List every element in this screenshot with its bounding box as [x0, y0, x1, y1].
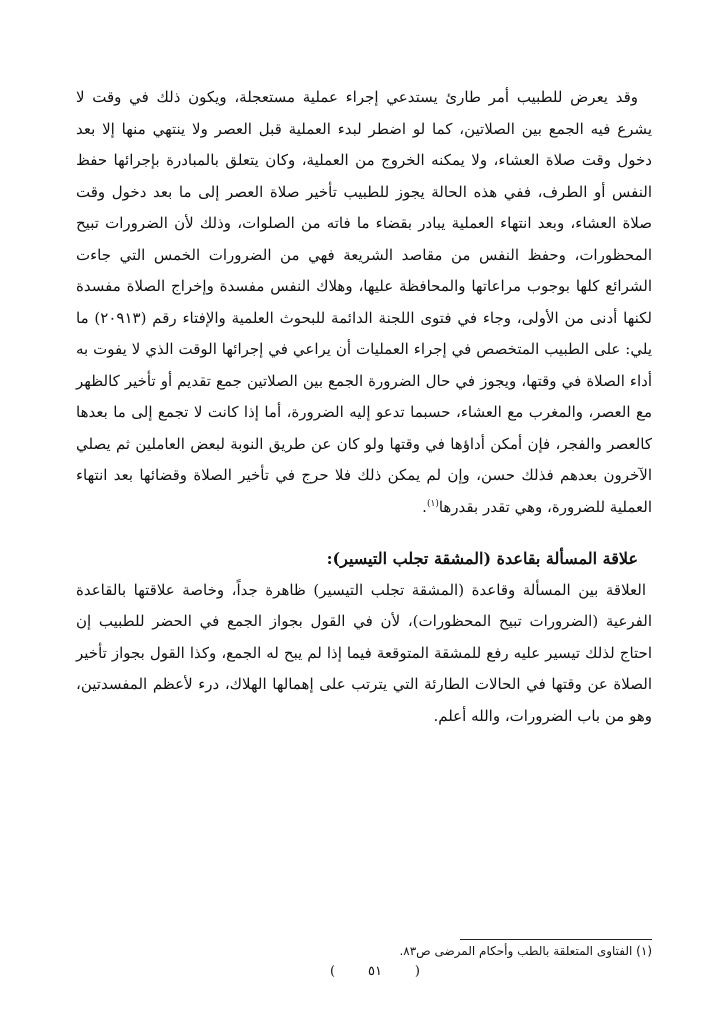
footnote-marker: (١): [426, 498, 439, 509]
paragraph-1: [76, 82, 652, 523]
page-number-value: ٥١: [368, 964, 382, 979]
footnote: (١) الفتاوى المتعلقة بالطب وأحكام المرضى ص٨٣.: [399, 944, 652, 958]
page-number: [330, 964, 420, 979]
paragraph-2: العلاقة بين المسألة وقاعدة (المشقة تجلب التيسير) ظاهرة جداً، وخاصة علاقتها بالقاعدة الفرعية (الضرورات تبيح المحظورات)، لأن في القول بجواز الجمع في الحضر للطبيب إن احتاج لذلك تيسير عليه رفع للمشقة المتوقعة فيما إذا لم يبح له الجمع، وكذا القول بجواز تأخير الصلاة عن وقتها في الحالات الطارئة التي يترتب على إهمالها الهلاك، درء لأعظم المفسدتين، وهو من باب الضرورات، والله أعلم.: [76, 580, 652, 725]
footnote-divider: [460, 939, 652, 940]
paragraph-1-text: وقد يعرض للطبيب أمر طارئ يستدعي إجراء عملية مستعجلة، ويكون ذلك في وقت لا يشرع فيه الجمع بين الصلاتين، كما لو اضطر لبدء العملية قبل العصر ولا ينتهي منها إلا بعد دخول وقت صلاة العشاء، ولا يمكنه الخروج من العملية، وكان يتعلق بالمبادرة بإجرائها حفظ النفس أو الطرف، ففي هذه الحالة يجوز للطبيب تأخير صلاة العصر إلى ما بعد دخول وقت صلاة العشاء، وبعد انتهاء العملية يبادر بقضاء ما فاته من الصلوات، وذلك لأن الضرورات تبيح المحظورات، وحفظ النفس من مقاصد الشريعة فهي من الضرورات الخمس التي جاءت الشرائع كلها بوجوب مراعاتها والمحافظة عليها، وهلاك النفس مفسدة وإخراج الصلاة مفسدة لكنها أدنى من الأولى، وجاء في فتوى اللجنة الدائمة للبحوث العلمية والإفتاء رقم (٢٠٩١٣) ما يلي: على الطبيب المتخصص في إجراء العمليات أن يراعي في إجرائها الوقت الذي لا يفوت به أداء الصلاة في وقتها، ويجوز في حال الضرورة الجمع بين الصلاتين جمع تقديم أو تأخير كالظهر مع العصر، والمغرب مع العشاء، حسبما تدعو إليه الضرورة، أما إذا كانت لا تجمع إلى ما بعدها كالعصر والفجر، فإن أمكن أداؤها في وقتها ولو كان عن طريق النوبة لبعض العاملين ثم يصلي الآخرون بعدهم فذلك حسن، وإن لم يمكن ذلك فلا حرج في تأخير الصلاة وقضائها بعد انتهاء العملية للضرورة، وهي تقدر بقدرها: [76, 88, 653, 516]
body-text: [76, 82, 652, 732]
paragraph-1-end: .: [422, 497, 427, 516]
section-heading: علاقة المسألة بقاعدة (المشقة تجلب التيسير):: [326, 549, 638, 568]
page-number-close-paren: ): [330, 964, 336, 979]
page-number-open-paren: (: [414, 964, 420, 979]
